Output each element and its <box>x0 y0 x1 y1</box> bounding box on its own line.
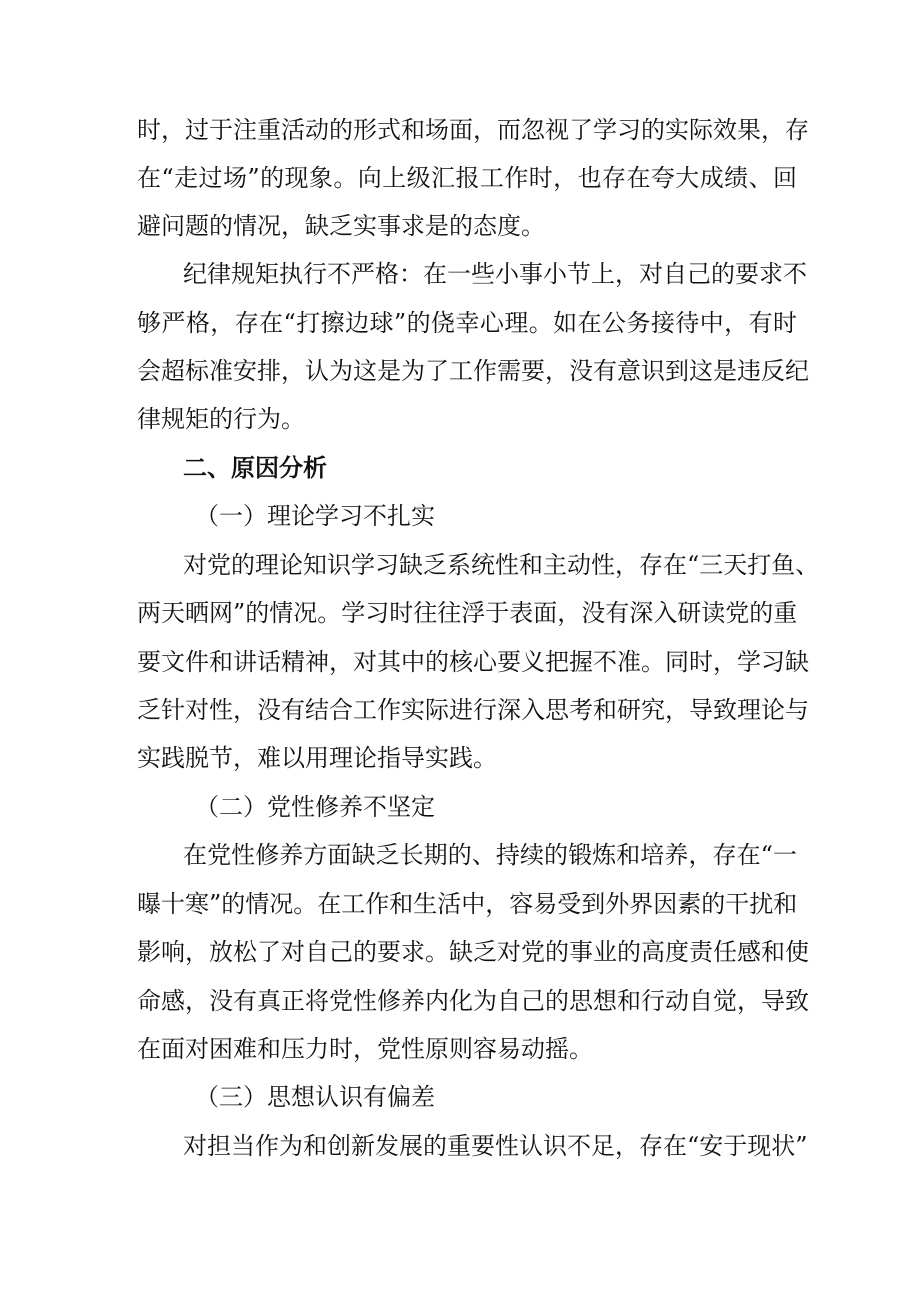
paragraph-line: 会超标准安排，认为这是为了工作需要，没有意识到这是违反纪 <box>137 357 809 385</box>
paragraph-line: 避问题的情况，缺乏实事求是的态度。 <box>137 212 545 240</box>
paragraph-line: 对担当作为和创新发展的重要性认识不足，存在“安于现状” <box>183 1132 808 1160</box>
section-heading: 二、原因分析 <box>183 454 327 482</box>
paragraph-line: 够严格，存在“打擦边球”的侥幸心理。如在公务接待中，有时 <box>137 309 797 337</box>
paragraph-line: 在党性修养方面缺乏长期的、持续的锻炼和培养，存在“一 <box>183 841 797 869</box>
paragraph-line: 在面对困难和压力时，党性原则容易动摇。 <box>137 1035 593 1063</box>
subheading: （三）思想认识有偏差 <box>195 1083 435 1111</box>
paragraph-line: 曝十寒”的情况。在工作和生活中，容易受到外界因素的干扰和 <box>137 890 798 918</box>
paragraph-line: 时，过于注重活动的形式和场面，而忽视了学习的实际效果，存 <box>137 116 809 144</box>
paragraph-line: 在“走过场”的现象。向上级汇报工作时，也存在夸大成绩、回 <box>137 164 797 192</box>
paragraph-line: 影响，放松了对自己的要求。缺乏对党的事业的高度责任感和使 <box>137 938 809 966</box>
subheading: （二）党性修养不坚定 <box>195 793 435 821</box>
paragraph-line: 乏针对性，没有结合工作实际进行深入思考和研究，导致理论与 <box>137 696 809 724</box>
paragraph-line: 要文件和讲话精神，对其中的核心要义把握不准。同时，学习缺 <box>137 648 809 676</box>
paragraph-line: 两天晒网”的情况。学习时往往浮于表面，没有深入研读党的重 <box>137 599 798 627</box>
paragraph-line: 律规矩的行为。 <box>137 405 305 433</box>
paragraph-line: 纪律规矩执行不严格：在一些小事小节上，对自己的要求不 <box>183 260 807 288</box>
subheading: （一）理论学习不扎实 <box>195 502 435 530</box>
paragraph-line: 命感，没有真正将党性修养内化为自己的思想和行动自觉，导致 <box>137 987 809 1015</box>
paragraph-line: 实践脱节，难以用理论指导实践。 <box>137 744 497 772</box>
paragraph-line: 对党的理论知识学习缺乏系统性和主动性，存在“三天打鱼、 <box>183 551 820 579</box>
